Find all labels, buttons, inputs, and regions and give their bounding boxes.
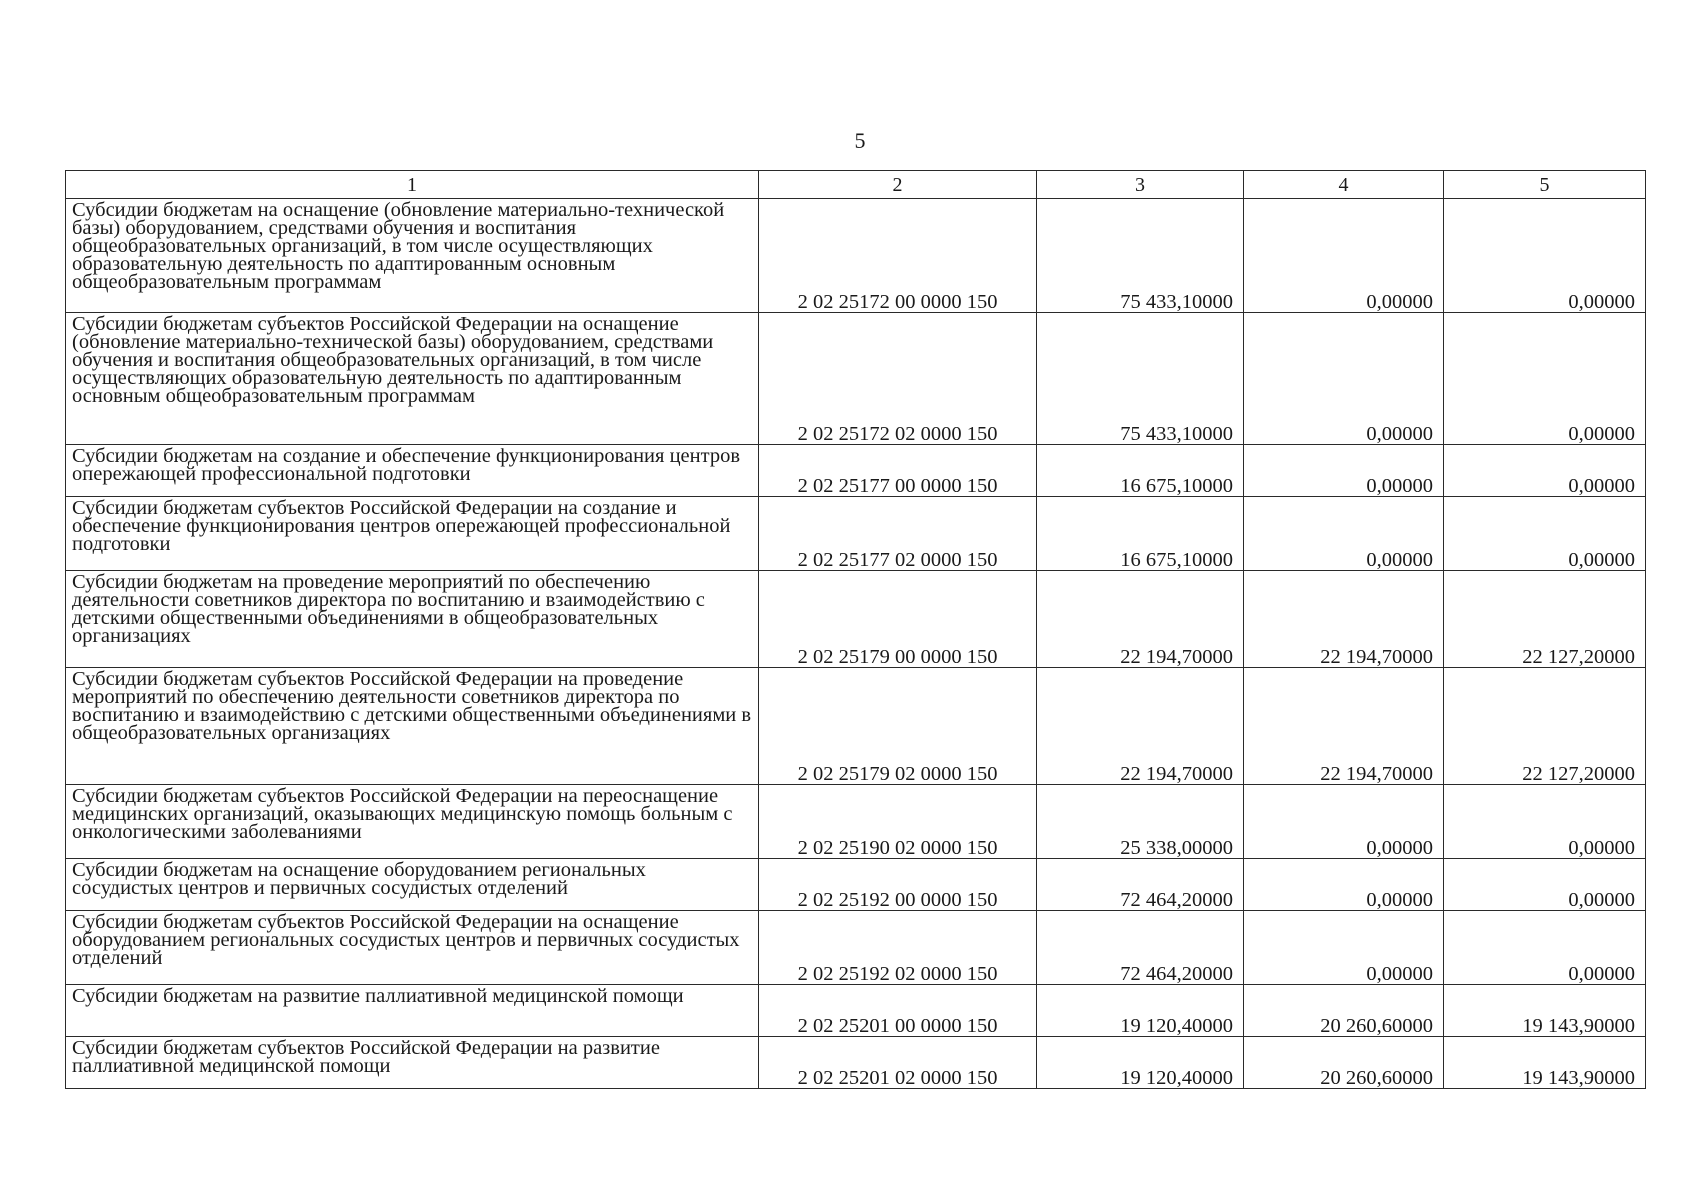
row-value-4: 0,00000 [1244, 785, 1444, 859]
row-description: Субсидии бюджетам на создание и обеспечение функционирования центров опережающей профессиональной подготовки [66, 445, 759, 497]
table-row [66, 668, 1646, 785]
row-code: 2 02 25192 02 0000 150 [759, 911, 1037, 985]
row-value-5: 0,00000 [1444, 497, 1646, 571]
row-value-5: 22 127,20000 [1444, 571, 1646, 668]
table-row [66, 199, 1646, 313]
row-value-5: 0,00000 [1444, 199, 1646, 313]
row-description: Субсидии бюджетам субъектов Российской Федерации на развитие паллиативной медицинской помощи [66, 1037, 759, 1089]
row-value-5: 0,00000 [1444, 859, 1646, 911]
row-value-3: 16 675,10000 [1037, 497, 1244, 571]
row-description: Субсидии бюджетам субъектов Российской Федерации на переоснащение медицинских организаций, оказывающих медицинскую помощь больным с онкологическими заболеваниями [66, 785, 759, 859]
row-value-5: 0,00000 [1444, 445, 1646, 497]
column-header: 1 [66, 171, 759, 199]
row-value-5: 0,00000 [1444, 911, 1646, 985]
row-value-4: 0,00000 [1244, 911, 1444, 985]
row-value-4: 0,00000 [1244, 199, 1444, 313]
row-description: Субсидии бюджетам субъектов Российской Федерации на создание и обеспечение функционирования центров опережающей профессиональной подготовки [66, 497, 759, 571]
row-code: 2 02 25177 00 0000 150 [759, 445, 1037, 497]
row-value-3: 72 464,20000 [1037, 911, 1244, 985]
row-value-5: 0,00000 [1444, 313, 1646, 445]
row-code: 2 02 25172 02 0000 150 [759, 313, 1037, 445]
row-value-4: 20 260,60000 [1244, 1037, 1444, 1089]
row-value-3: 22 194,70000 [1037, 571, 1244, 668]
table-row [66, 985, 1646, 1037]
row-value-3: 16 675,10000 [1037, 445, 1244, 497]
row-description: Субсидии бюджетам на развитие паллиативной медицинской помощи [66, 985, 759, 1037]
table-row [66, 571, 1646, 668]
column-header: 4 [1244, 171, 1444, 199]
row-value-5: 22 127,20000 [1444, 668, 1646, 785]
column-header: 5 [1444, 171, 1646, 199]
column-header: 3 [1037, 171, 1244, 199]
budget-table [65, 170, 1646, 1089]
row-description: Субсидии бюджетам на оснащение (обновление материально-технической базы) оборудованием, средствами обучения и воспитания общеобразовательных организаций, в том числе осуществляющих образовательную деятельность по адаптированным основным общеобразовательным программам [66, 199, 759, 313]
row-code: 2 02 25179 02 0000 150 [759, 668, 1037, 785]
row-code: 2 02 25192 00 0000 150 [759, 859, 1037, 911]
row-value-4: 22 194,70000 [1244, 668, 1444, 785]
row-description: Субсидии бюджетам на оснащение оборудованием региональных сосудистых центров и первичных сосудистых отделений [66, 859, 759, 911]
row-code: 2 02 25201 02 0000 150 [759, 1037, 1037, 1089]
row-code: 2 02 25172 00 0000 150 [759, 199, 1037, 313]
table-row [66, 1037, 1646, 1089]
table-row [66, 911, 1646, 985]
row-value-4: 0,00000 [1244, 445, 1444, 497]
table-row [66, 785, 1646, 859]
row-code: 2 02 25201 00 0000 150 [759, 985, 1037, 1037]
row-value-5: 19 143,90000 [1444, 985, 1646, 1037]
row-description: Субсидии бюджетам субъектов Российской Федерации на оснащение оборудованием региональных сосудистых центров и первичных сосудистых отделений [66, 911, 759, 985]
row-code: 2 02 25190 02 0000 150 [759, 785, 1037, 859]
row-value-5: 19 143,90000 [1444, 1037, 1646, 1089]
row-value-3: 75 433,10000 [1037, 199, 1244, 313]
row-code: 2 02 25177 02 0000 150 [759, 497, 1037, 571]
column-header: 2 [759, 171, 1037, 199]
row-value-3: 19 120,40000 [1037, 1037, 1244, 1089]
row-code: 2 02 25179 00 0000 150 [759, 571, 1037, 668]
row-value-3: 19 120,40000 [1037, 985, 1244, 1037]
row-value-4: 0,00000 [1244, 313, 1444, 445]
row-value-3: 75 433,10000 [1037, 313, 1244, 445]
table-row [66, 859, 1646, 911]
table-header-row [66, 171, 1646, 199]
row-value-4: 20 260,60000 [1244, 985, 1444, 1037]
row-value-3: 25 338,00000 [1037, 785, 1244, 859]
table-row [66, 313, 1646, 445]
row-description: Субсидии бюджетам субъектов Российской Федерации на проведение мероприятий по обеспечению деятельности советников директора по воспитанию и взаимодействию с детскими общественными объединениями в общеобразовательных организациях [66, 668, 759, 785]
table-row [66, 497, 1646, 571]
row-value-5: 0,00000 [1444, 785, 1646, 859]
row-value-3: 22 194,70000 [1037, 668, 1244, 785]
table-row [66, 445, 1646, 497]
row-description: Субсидии бюджетам субъектов Российской Федерации на оснащение (обновление материально-технической базы) оборудованием, средствами обучения и воспитания общеобразовательных организаций, в том числе осуществляющих образовательную деятельность по адаптированным основным общеобразовательным программам [66, 313, 759, 445]
page-number: 5 [854, 128, 866, 153]
row-value-3: 72 464,20000 [1037, 859, 1244, 911]
row-value-4: 0,00000 [1244, 859, 1444, 911]
row-description: Субсидии бюджетам на проведение мероприятий по обеспечению деятельности советников директора по воспитанию и взаимодействию с детскими общественными объединениями в общеобразовательных организациях [66, 571, 759, 668]
row-value-4: 22 194,70000 [1244, 571, 1444, 668]
row-value-4: 0,00000 [1244, 497, 1444, 571]
